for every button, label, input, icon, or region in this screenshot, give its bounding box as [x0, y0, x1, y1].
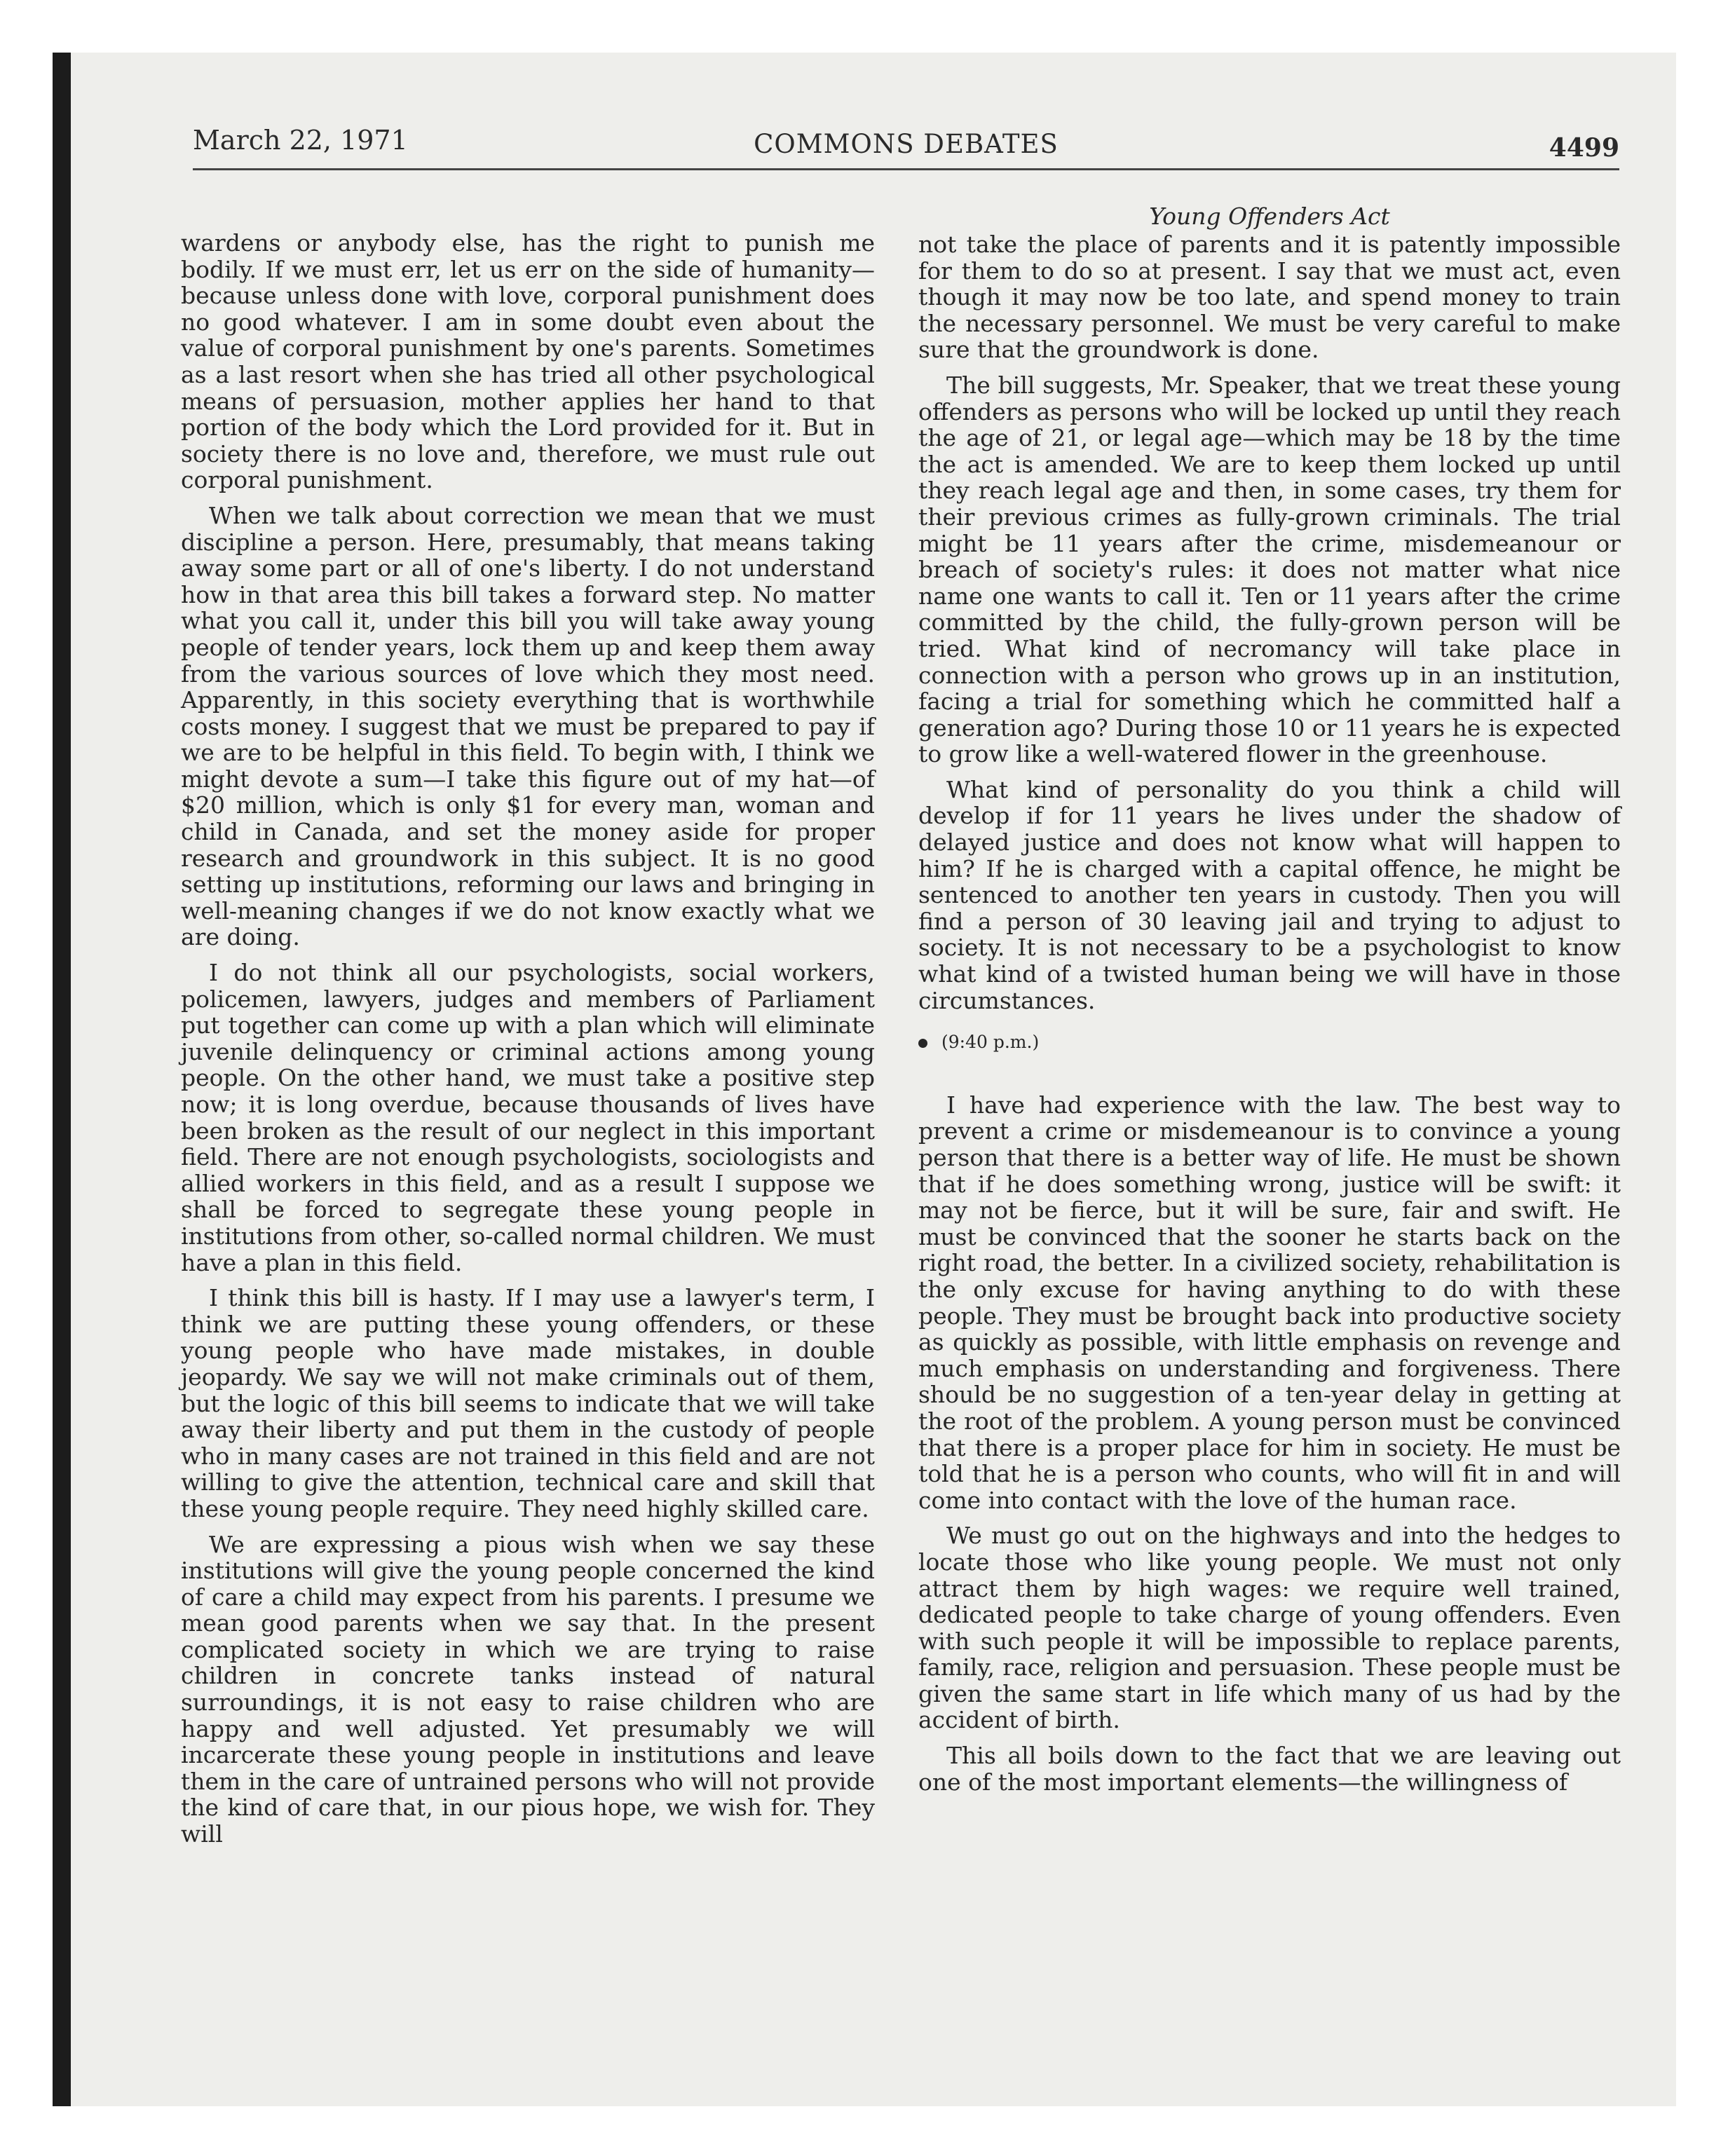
running-head: Young Offenders Act	[1149, 203, 1390, 230]
header-publication: COMMONS DEBATES	[754, 129, 1059, 159]
time-marker	[918, 1029, 1621, 1056]
paragraph: I think this bill is hasty. If I may use a lawyer's term, I think we are putting these young offenders, or these young people who have made mistakes, in double jeopardy. We say we will not make criminals out of them, but the logic of this bill seems to indicate that we will take away their liberty and put them in the custody of people who in many cases are not trained in this field and are not willing to give the attention, technical care and skill that these young people require. They need highly skilled care.	[181, 1284, 875, 1522]
header-page-number: 4499	[1549, 133, 1619, 163]
paragraph: When we talk about correction we mean that we must discipline a person. Here, presumably, that means taking away some part or all of one's liberty. I do not understand how in that area this bill takes a forward step. No matter what you call it, under this bill you will take away young people of tender years, lock them up and keep them away from the various sources of love which they most need. Apparently, in this society everything that is worthwhile costs money. I suggest that we must be prepared to pay if we are to be helpful in this field. To begin with, I think we might devote a sum—I take this figure out of my hat—of $20 million, which is only $1 for every man, woman and child in Canada, and set the money aside for proper research and groundwork in this subject. It is no good setting up institutions, reforming our laws and bringing in well-meaning changes if we do not know exactly what we are doing.	[181, 501, 875, 951]
paragraph: wardens or anybody else, has the right to punish me bodily. If we must err, let us err on the side of humanity—because unless done with love, corporal punishment does no good whatever. I am in some doubt even about the value of corporal punishment by one's parents. Sometimes as a last resort when she has tried all other psychological means of persuasion, mother applies her hand to that portion of the body which the Lord provided for it. But in society there is no love and, therefore, we must rule out corporal punishment.	[181, 229, 875, 494]
header-date: March 22, 1971	[193, 125, 408, 156]
scan-edge	[53, 53, 71, 2106]
paragraph: The bill suggests, Mr. Speaker, that we treat these young offenders as persons who will be locked up until they reach the age of 21, or legal age—which may be 18 by the time the act is amended. We are to keep them locked up until they reach legal age and then, in some cases, try them for their previous crimes as fully-grown criminals. The trial might be 11 years after the crime, misdemeanour or breach of society's rules: it does not matter what nice name one wants to call it. Ten or 11 years after the crime committed by the child, the fully-grown person will be tried. What kind of necromancy will take place in connection with a person who grows up in an institution, facing a trial for something which he committed half a generation ago? During those 10 or 11 years he is expected to grow like a well-watered flower in the greenhouse.	[918, 371, 1621, 768]
left-column	[181, 230, 875, 1857]
time-marker-text: (9:40 p.m.)	[941, 1032, 1040, 1053]
paragraph: This all boils down to the fact that we are leaving out one of the most important elements—the willingness of	[918, 1742, 1621, 1796]
right-column	[918, 203, 1621, 1804]
paragraph: I have had experience with the law. The best way to prevent a crime or misdemeanour is to convince a young person that there is a better way of life. He must be shown that if he does something wrong, justice will be swift: it may not be fierce, but it will be sure, fair and swift. He must be convinced that the sooner he starts back on the right road, the better. In a civilized society, rehabilitation is the only excuse for having anything to do with these people. They must be brought back into productive society as quickly as possible, with little emphasis on revenge and much emphasis on understanding and forgiveness. There should be no suggestion of a ten-year delay in getting at the root of the problem. A young person must be convinced that there is a proper place for him in society. He must be told that he is a person who counts, who will fit in and will come into contact with the love of the human race.	[918, 1091, 1621, 1514]
paragraph: We must go out on the highways and into the hedges to locate those who like young people. We must not only attract them by high wages: we require well trained, dedicated people to take charge of young offenders. Even with such people it will be impossible to replace parents, family, race, religion and persuasion. These people must be given the same start in life which many of us had by the accident of birth.	[918, 1522, 1621, 1734]
paragraph: What kind of personality do you think a child will develop if for 11 years he lives under the shadow of delayed justice and does not know what will happen to him? If he is charged with a capital offence, he might be sentenced to another ten years in custody. Then you will find a person of 30 leaving jail and trying to adjust to society. It is not necessary to be a psychologist to know what kind of a twisted human being we will have in those circumstances.	[918, 775, 1621, 1014]
paragraph: We are expressing a pious wish when we say these institutions will give the young people concerned the kind of care a child may expect from his parents. I presume we mean good parents when we say that. In the present complicated society in which we are trying to raise children in concrete tanks instead of natural surroundings, it is not easy to raise children who are happy and well adjusted. Yet presumably we will incarcerate these young people in institutions and leave them in the care of untrained persons who will not provide the kind of care that, in our pious hope, we wish for. They will	[181, 1530, 875, 1848]
page-header	[193, 125, 1619, 170]
bullet-icon	[918, 1039, 927, 1048]
paragraph: not take the place of parents and it is patently impossible for them to do so at present. I say that we must act, even though it may now be too late, and spend money to train the necessary personnel. We must be very careful to make sure that the groundwork is done.	[918, 231, 1621, 364]
paragraph: I do not think all our psychologists, social workers, policemen, lawyers, judges and members of Parliament put together can come up with a plan which will eliminate juvenile delinquency or criminal actions among young people. On the other hand, we must take a positive step now; it is long overdue, because thousands of lives have been broken as the result of our neglect in this important field. There are not enough psychologists, sociologists and allied workers in this field, and as a result I suppose we shall be forced to segregate these young people in institutions from other, so-called normal children. We must have a plan in this field.	[181, 959, 875, 1276]
